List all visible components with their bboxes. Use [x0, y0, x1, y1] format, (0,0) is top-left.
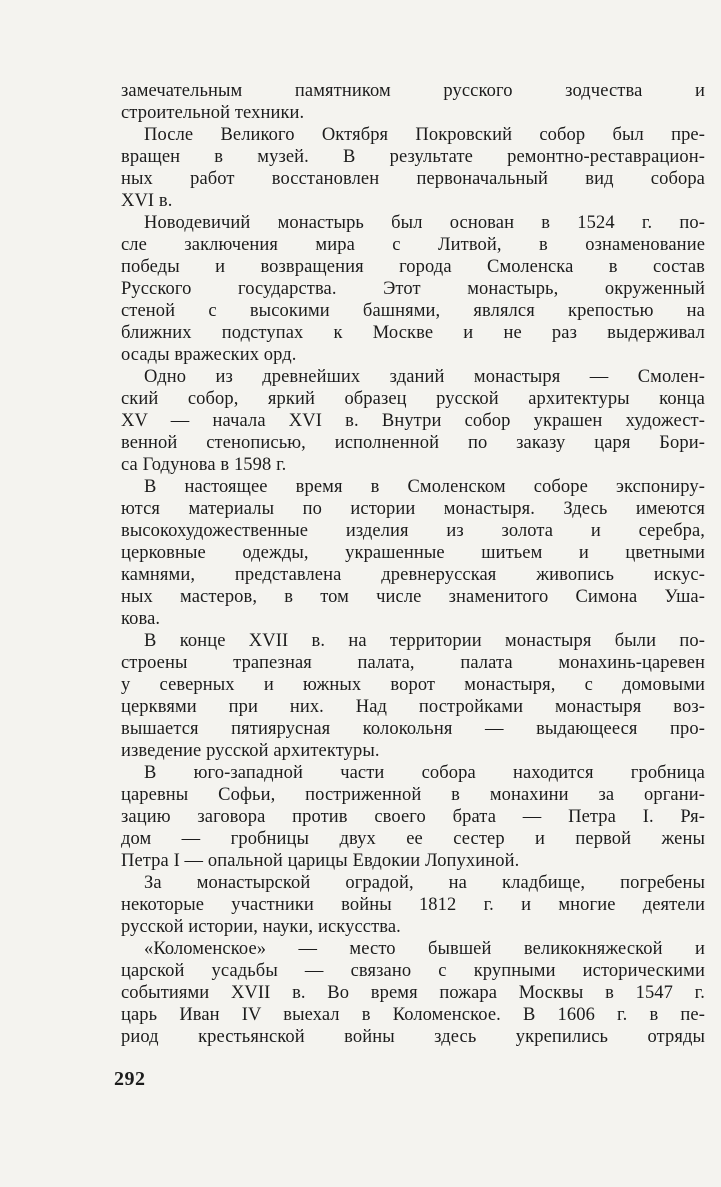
text-line: венной стенописью, исполненной по заказу царя Бори- — [121, 433, 705, 453]
text-line: осады вражеских орд. — [121, 345, 297, 365]
text-line: Петра I — опальной царицы Евдокии Лопухиной. — [121, 851, 520, 871]
text-line: В юго-западной части собора находится гробница — [144, 763, 705, 783]
text-line: Одно из древнейших зданий монастыря — Смолен- — [144, 367, 705, 387]
text-line: русской истории, науки, искусства. — [121, 917, 401, 937]
text-line: церквями при них. Над постройками монастыря воз- — [121, 697, 705, 717]
text-line: XVI в. — [121, 191, 173, 211]
text-line: победы и возвращения города Смоленска в состав — [121, 257, 705, 277]
text-line: событиями XVII в. Во время пожара Москвы в 1547 г. — [121, 983, 705, 1003]
text-line: вышается пятиярусная колокольня — выдающееся про- — [121, 719, 705, 739]
text-line: у северных и южных ворот монастыря, с домовыми — [121, 675, 705, 695]
text-line: После Великого Октября Покровский собор был пре- — [144, 125, 705, 145]
text-line: строительной техники. — [121, 103, 305, 123]
text-line: строены трапезная палата, палата монахинь-царевен — [121, 653, 705, 673]
text-line: зацию заговора против своего брата — Петра I. Ря- — [121, 807, 705, 827]
text-line: В конце XVII в. на территории монастыря были по- — [144, 631, 705, 651]
text-line: ются материалы по истории монастыря. Здесь имеются — [121, 499, 705, 519]
text-line: «Коломенское» — место бывшей великокняжеской и — [144, 939, 705, 959]
text-line: Русского государства. Этот монастырь, окруженный — [121, 279, 705, 299]
page-number: 292 — [114, 1068, 146, 1090]
text-line: В настоящее время в Смоленском соборе экспониру- — [144, 477, 705, 497]
text-line: сле заключения мира с Литвой, в ознаменование — [121, 235, 705, 255]
text-line: церковные одежды, украшенные шитьем и цветными — [121, 543, 705, 563]
text-line: дом — гробницы двух ее сестер и первой жены — [121, 829, 705, 849]
text-line: замечательным памятником русского зодчества и — [121, 81, 705, 101]
text-line: царской усадьбы — связано с крупными историческими — [121, 961, 705, 981]
text-line: некоторые участники войны 1812 г. и многие деятели — [121, 895, 705, 915]
text-line: са Годунова в 1598 г. — [121, 455, 287, 475]
text-line: изведение русской архитектуры. — [121, 741, 380, 761]
text-line: XV — начала XVI в. Внутри собор украшен художест- — [121, 411, 705, 431]
text-line: За монастырской оградой, на кладбище, погребены — [144, 873, 705, 893]
text-line: Новодевичий монастырь был основан в 1524 г. по- — [144, 213, 705, 233]
text-line: кова. — [121, 609, 161, 629]
text-line: ский собор, яркий образец русской архитектуры конца — [121, 389, 705, 409]
text-line: ближних подступах к Москве и не раз выдерживал — [121, 323, 705, 343]
text-line: стеной с высокими башнями, являлся крепостью на — [121, 301, 705, 321]
text-line: риод крестьянской войны здесь укрепились отряды — [121, 1027, 705, 1047]
text-line: ных мастеров, в том числе знаменитого Симона Ушa- — [121, 587, 705, 607]
text-line: царевны Софьи, постриженной в монахини за органи- — [121, 785, 705, 805]
text-line: камнями, представлена древнерусская живопись искус- — [121, 565, 705, 585]
text-line: царь Иван IV выехал в Коломенское. В 1606 г. в пе- — [121, 1005, 705, 1025]
text-line: высокохудожественные изделия из золота и серебра, — [121, 521, 705, 541]
text-line: вращен в музей. В результате ремонтно-реставрацион- — [121, 147, 705, 167]
text-line: ных работ восстановлен первоначальный вид собора — [121, 169, 705, 189]
